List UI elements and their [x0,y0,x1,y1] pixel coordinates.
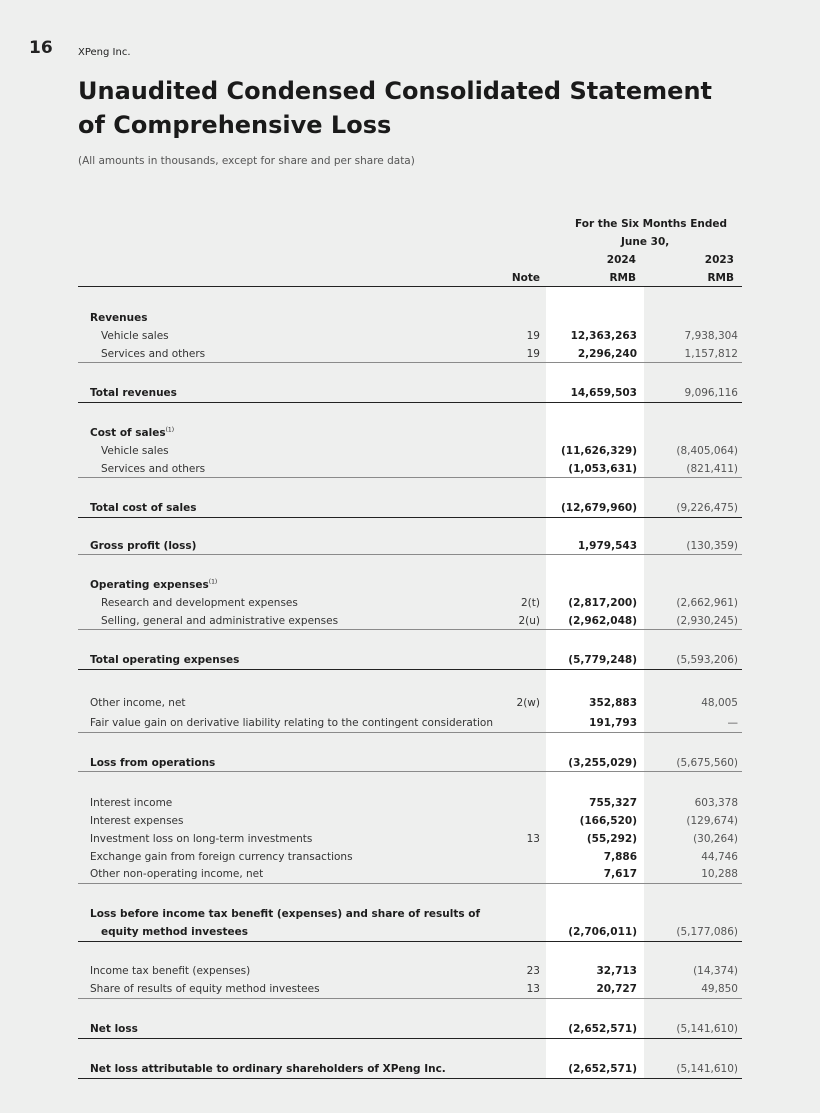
row-label: Total cost of sales [90,502,197,514]
divider [78,517,742,518]
year-2023-header: 2023 [704,254,734,266]
row-label: Total revenues [90,387,177,399]
table-row [78,537,742,555]
value-2023: 10,288 [701,868,738,880]
currency-2023-header: RMB [707,272,734,284]
row-label: Net loss [90,1023,138,1035]
value-2023: 44,746 [701,851,738,863]
value-2023: 1,157,812 [684,348,738,360]
table-row [78,865,742,883]
row-label: Services and others [101,463,206,475]
value-2024: 755,327 [589,797,637,809]
value-2023: (14,374) [693,965,738,977]
value-2024: (12,679,960) [560,502,637,514]
value-2024: 191,793 [589,717,637,729]
value-2023: (130,359) [686,540,738,552]
value-2023: (9,226,475) [676,502,738,514]
table-row [78,442,742,460]
value-2023: 49,850 [701,983,738,995]
value-2024: 7,886 [603,851,637,863]
value-2023: (821,411) [686,463,738,475]
table-row [78,594,742,612]
page-title: Unaudited Condensed Consolidated Statement of Comprehensive Loss [78,77,712,139]
value-2024: 20,727 [596,983,637,995]
value-2023: (5,177,086) [676,926,738,938]
row-label: Interest income [90,797,173,809]
table-row [78,612,742,630]
value-2023: (30,264) [693,833,738,845]
header-rule [78,286,742,287]
value-2023: 48,005 [701,697,738,709]
table-row [78,794,742,812]
table-row [78,830,742,848]
row-note: 13 [526,833,540,845]
divider [78,883,742,884]
row-note: 2(t) [521,597,540,609]
table-row [78,424,742,442]
row-label: Net loss attributable to ordinary shareholders of XPeng Inc. [90,1063,446,1075]
table-row [78,499,742,517]
divider [78,1078,742,1079]
value-2024: (1,053,631) [568,463,637,475]
table-row [78,309,742,327]
table-row [78,754,742,772]
divider [78,669,742,670]
company-name: XPeng Inc. [78,47,131,58]
table-row [78,384,742,402]
value-2023: (2,662,961) [676,597,738,609]
row-label: Vehicle sales [101,330,169,342]
value-2024: 2,296,240 [577,348,637,360]
table-row [78,962,742,980]
value-2024: (2,706,011) [568,926,637,938]
value-2024: (55,292) [586,833,637,845]
row-label: Other non-operating income, net [90,868,264,880]
row-note: 19 [526,330,540,342]
value-2024: (11,626,329) [560,445,637,457]
row-label: Exchange gain from foreign currency transactions [90,851,353,863]
value-2024: (166,520) [579,815,637,827]
divider [78,771,742,772]
page-number: 16 [29,38,53,58]
value-2024: 1,979,543 [577,540,637,552]
table-row [78,848,742,866]
value-2023: (8,405,064) [676,445,738,457]
period-header-line1: For the Six Months Ended [575,218,727,230]
value-2024: 14,659,503 [570,387,637,399]
row-label: Research and development expenses [101,597,298,609]
value-2023: (2,930,245) [676,615,738,627]
divider [78,732,742,733]
row-note: 2(u) [518,615,540,627]
divider [78,629,742,630]
currency-2024-header: RMB [609,272,636,284]
row-label: Loss before income tax benefit (expenses) and share of results of [90,908,481,920]
row-note: 23 [526,965,540,977]
value-2024: (2,652,571) [568,1023,637,1035]
row-label: Share of results of equity method investees [90,983,320,995]
table-row [78,905,742,923]
value-2023: (5,141,610) [676,1063,738,1075]
period-header-line2: June 30, [621,236,670,248]
value-2024: (5,779,248) [568,654,637,666]
value-2024: 32,713 [596,965,637,977]
value-2024: 7,617 [603,868,637,880]
row-note: 2(w) [516,697,540,709]
current-year-column-highlight [546,287,644,1078]
row-label: Operating expenses$^{(1)}$ [90,578,218,591]
divider [78,477,742,478]
table-row [78,694,742,712]
table-row [78,1020,742,1038]
year-2024-header: 2024 [606,254,636,266]
table-row [78,345,742,363]
row-label: Selling, general and administrative expenses [101,615,339,627]
value-2023: 7,938,304 [684,330,738,342]
row-label: Other income, net [90,697,186,709]
value-2023: (5,675,560) [676,757,738,769]
row-label: Loss from operations [90,757,216,769]
divider [78,941,742,942]
row-label: Interest expenses [90,815,184,827]
row-label: Fair value gain on derivative liability relating to the contingent consideration [90,717,493,729]
table-row [78,980,742,998]
row-label: Income tax benefit (expenses) [90,965,251,977]
table-row [78,1060,742,1078]
row-label: equity method investees [101,926,248,938]
row-label: Gross profit (loss) [90,540,197,552]
table-row [78,714,742,732]
table-row [78,327,742,345]
value-2023: (129,674) [686,815,738,827]
value-2023: (5,141,610) [676,1023,738,1035]
value-2023: 9,096,116 [684,387,738,399]
table-row [78,576,742,594]
table-row [78,460,742,478]
value-2024: (2,962,048) [568,615,637,627]
divider [78,362,742,363]
table-row [78,651,742,669]
value-2023: 603,378 [694,797,738,809]
value-2024: (2,652,571) [568,1063,637,1075]
divider [78,402,742,403]
table-row [78,812,742,830]
divider [78,998,742,999]
value-2024: (3,255,029) [568,757,637,769]
row-label: Cost of sales$^{(1)}$ [90,426,175,439]
value-2024: 352,883 [589,697,637,709]
divider [78,1038,742,1039]
value-2024: 12,363,263 [570,330,637,342]
row-label: Services and others [101,348,206,360]
value-2023: (5,593,206) [676,654,738,666]
note-column-header: Note [511,272,540,284]
value-2023: — [727,717,738,729]
table-row [78,923,742,941]
divider [78,554,742,555]
value-2024: (2,817,200) [568,597,637,609]
row-label: Investment loss on long-term investments [90,833,313,845]
row-label: Total operating expenses [90,654,240,666]
row-label: Vehicle sales [101,445,169,457]
amounts-note: (All amounts in thousands, except for share and per share data) [78,155,415,167]
row-label: Revenues [90,312,148,324]
row-note: 19 [526,348,540,360]
row-note: 13 [526,983,540,995]
